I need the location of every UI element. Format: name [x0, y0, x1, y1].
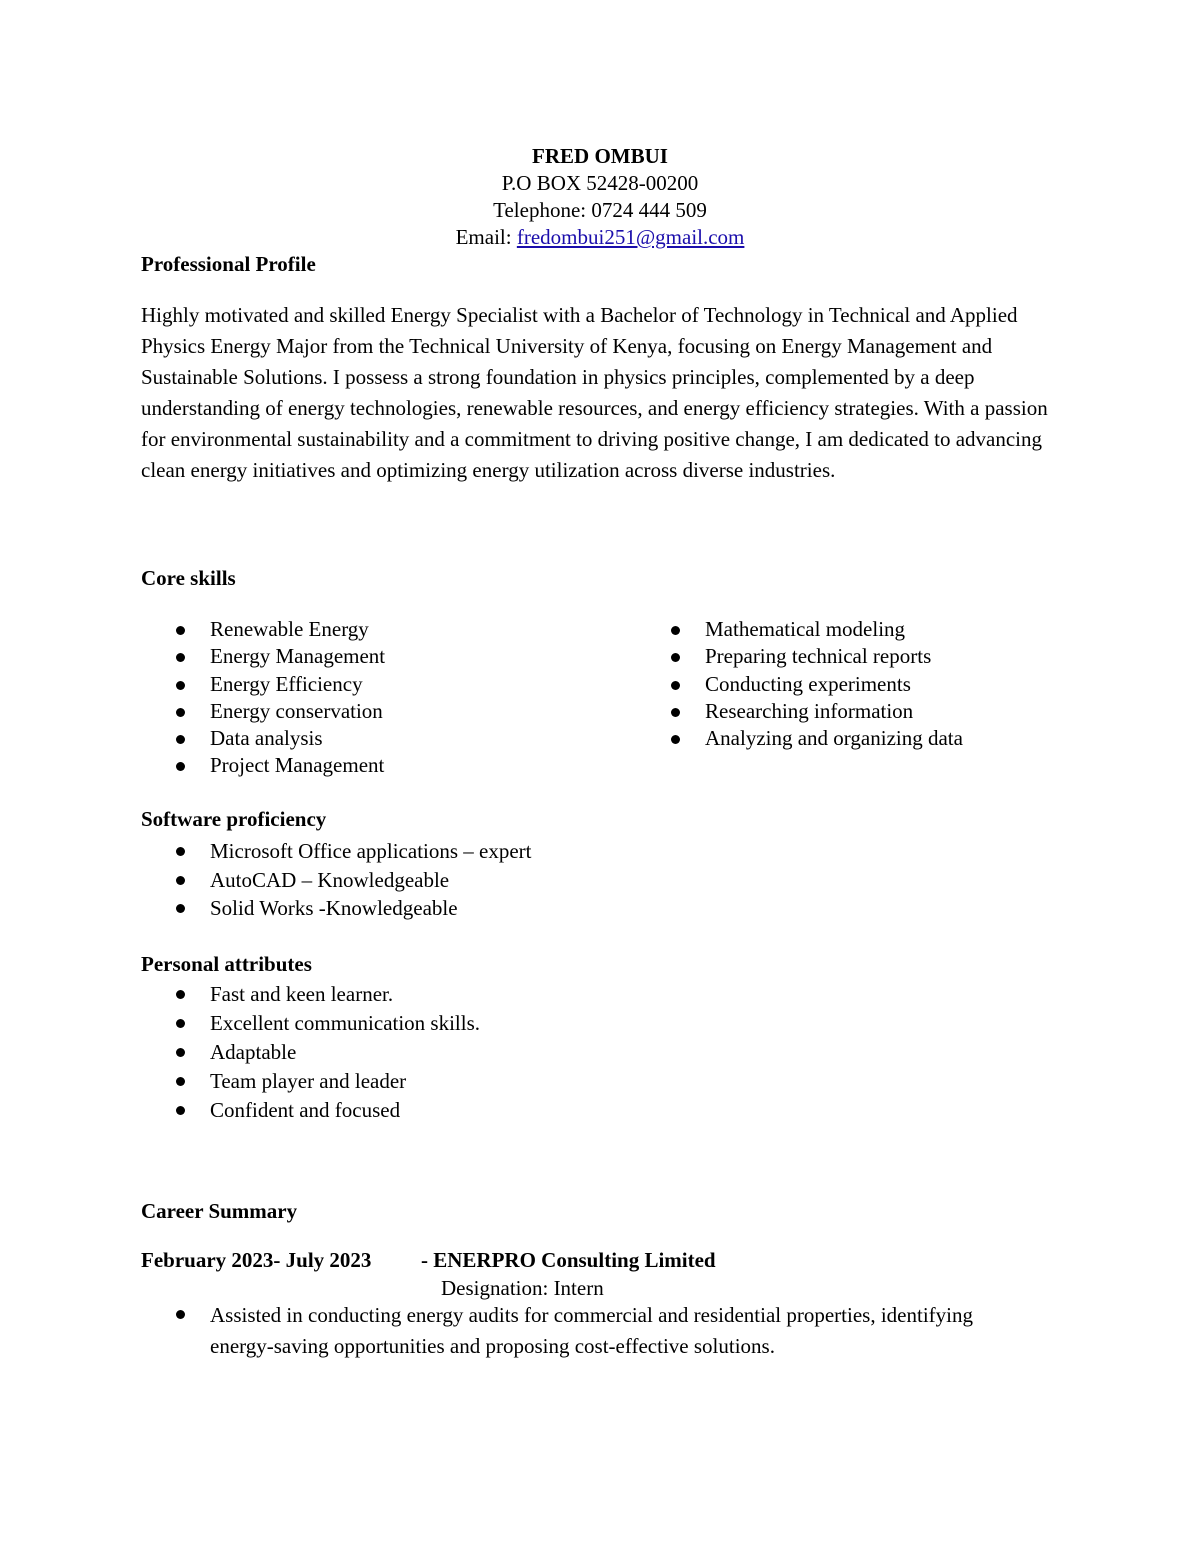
list-item: Analyzing and organizing data — [671, 725, 963, 752]
list-item: Preparing technical reports — [671, 643, 963, 670]
core-skills-heading: Core skills — [141, 566, 236, 590]
list-item: Researching information — [671, 698, 963, 725]
list-item: Data analysis — [176, 725, 385, 752]
list-item: Renewable Energy — [176, 616, 385, 643]
bullet-icon — [176, 876, 185, 885]
bullet-icon — [176, 847, 185, 856]
bullet-icon — [671, 653, 680, 662]
bullet-icon — [176, 681, 185, 690]
bullet-icon — [176, 626, 185, 635]
bullet-icon — [176, 1310, 185, 1319]
job-company: - ENERPRO Consulting Limited — [421, 1248, 716, 1272]
email-line — [0, 225, 1200, 250]
list-item: AutoCAD – Knowledgeable — [176, 866, 532, 895]
bullet-icon — [671, 708, 680, 717]
bullet-icon — [671, 735, 680, 744]
list-item: Adaptable — [176, 1038, 480, 1067]
list-item: Solid Works -Knowledgeable — [176, 894, 532, 923]
bullet-icon — [176, 1019, 185, 1028]
core-skills-right-list — [671, 616, 963, 752]
core-skills-left-list — [176, 616, 385, 780]
profile-text: Highly motivated and skilled Energy Specialist with a Bachelor of Technology in Technical and Applied Physics Energy Major from the Technical University of Kenya, focusing on Energy Management and Sustainable Solutions. I possess a strong foundation in physics principles, complemented by a deep understanding of energy technologies, renewable resources, and energy efficiency strategies. With a passion for environmental sustainability and a commitment to driving positive change, I am dedicated to advancing clean energy initiatives and optimizing energy utilization across diverse industries. — [141, 303, 1048, 482]
bullet-icon — [176, 1048, 185, 1057]
attributes-heading: Personal attributes — [141, 952, 312, 976]
career-heading: Career Summary — [141, 1199, 298, 1223]
list-item: Energy conservation — [176, 698, 385, 725]
email-link[interactable]: fredombui251@gmail.com — [516, 225, 745, 249]
job-period: February 2023- July 2023 — [141, 1248, 372, 1272]
list-item: Energy Efficiency — [176, 671, 385, 698]
list-item: Confident and focused — [176, 1096, 480, 1125]
list-item: Team player and leader — [176, 1067, 480, 1096]
bullet-icon — [176, 708, 185, 717]
attributes-list — [176, 980, 480, 1125]
software-list — [176, 837, 532, 923]
candidate-name: FRED OMBUI — [532, 144, 668, 168]
bullet-icon — [176, 990, 185, 999]
bullet-icon — [176, 735, 185, 744]
profile-heading: Professional Profile — [141, 252, 316, 276]
bullet-icon — [176, 653, 185, 662]
list-item: Energy Management — [176, 643, 385, 670]
telephone: Telephone: 0724 444 509 — [493, 198, 707, 222]
bullet-icon — [176, 904, 185, 913]
list-item: Excellent communication skills. — [176, 1009, 480, 1038]
list-item: Conducting experiments — [671, 671, 963, 698]
postal-address: P.O BOX 52428-00200 — [501, 171, 699, 195]
list-item: Mathematical modeling — [671, 616, 963, 643]
bullet-icon — [176, 1077, 185, 1086]
list-item: Fast and keen learner. — [176, 980, 480, 1009]
bullet-icon — [176, 762, 185, 771]
list-item: Assisted in conducting energy audits for commercial and residential properties, identifying energy-saving opportunities and proposing cost-effective solutions. — [176, 1300, 976, 1362]
job-duties-list — [176, 1300, 976, 1362]
software-heading: Software proficiency — [141, 807, 327, 831]
list-item: Project Management — [176, 752, 385, 779]
job-designation: Designation: Intern — [441, 1276, 604, 1300]
email-label: Email: — [455, 225, 517, 249]
bullet-icon — [671, 681, 680, 690]
bullet-icon — [671, 626, 680, 635]
bullet-icon — [176, 1106, 185, 1115]
list-item: Microsoft Office applications – expert — [176, 837, 532, 866]
